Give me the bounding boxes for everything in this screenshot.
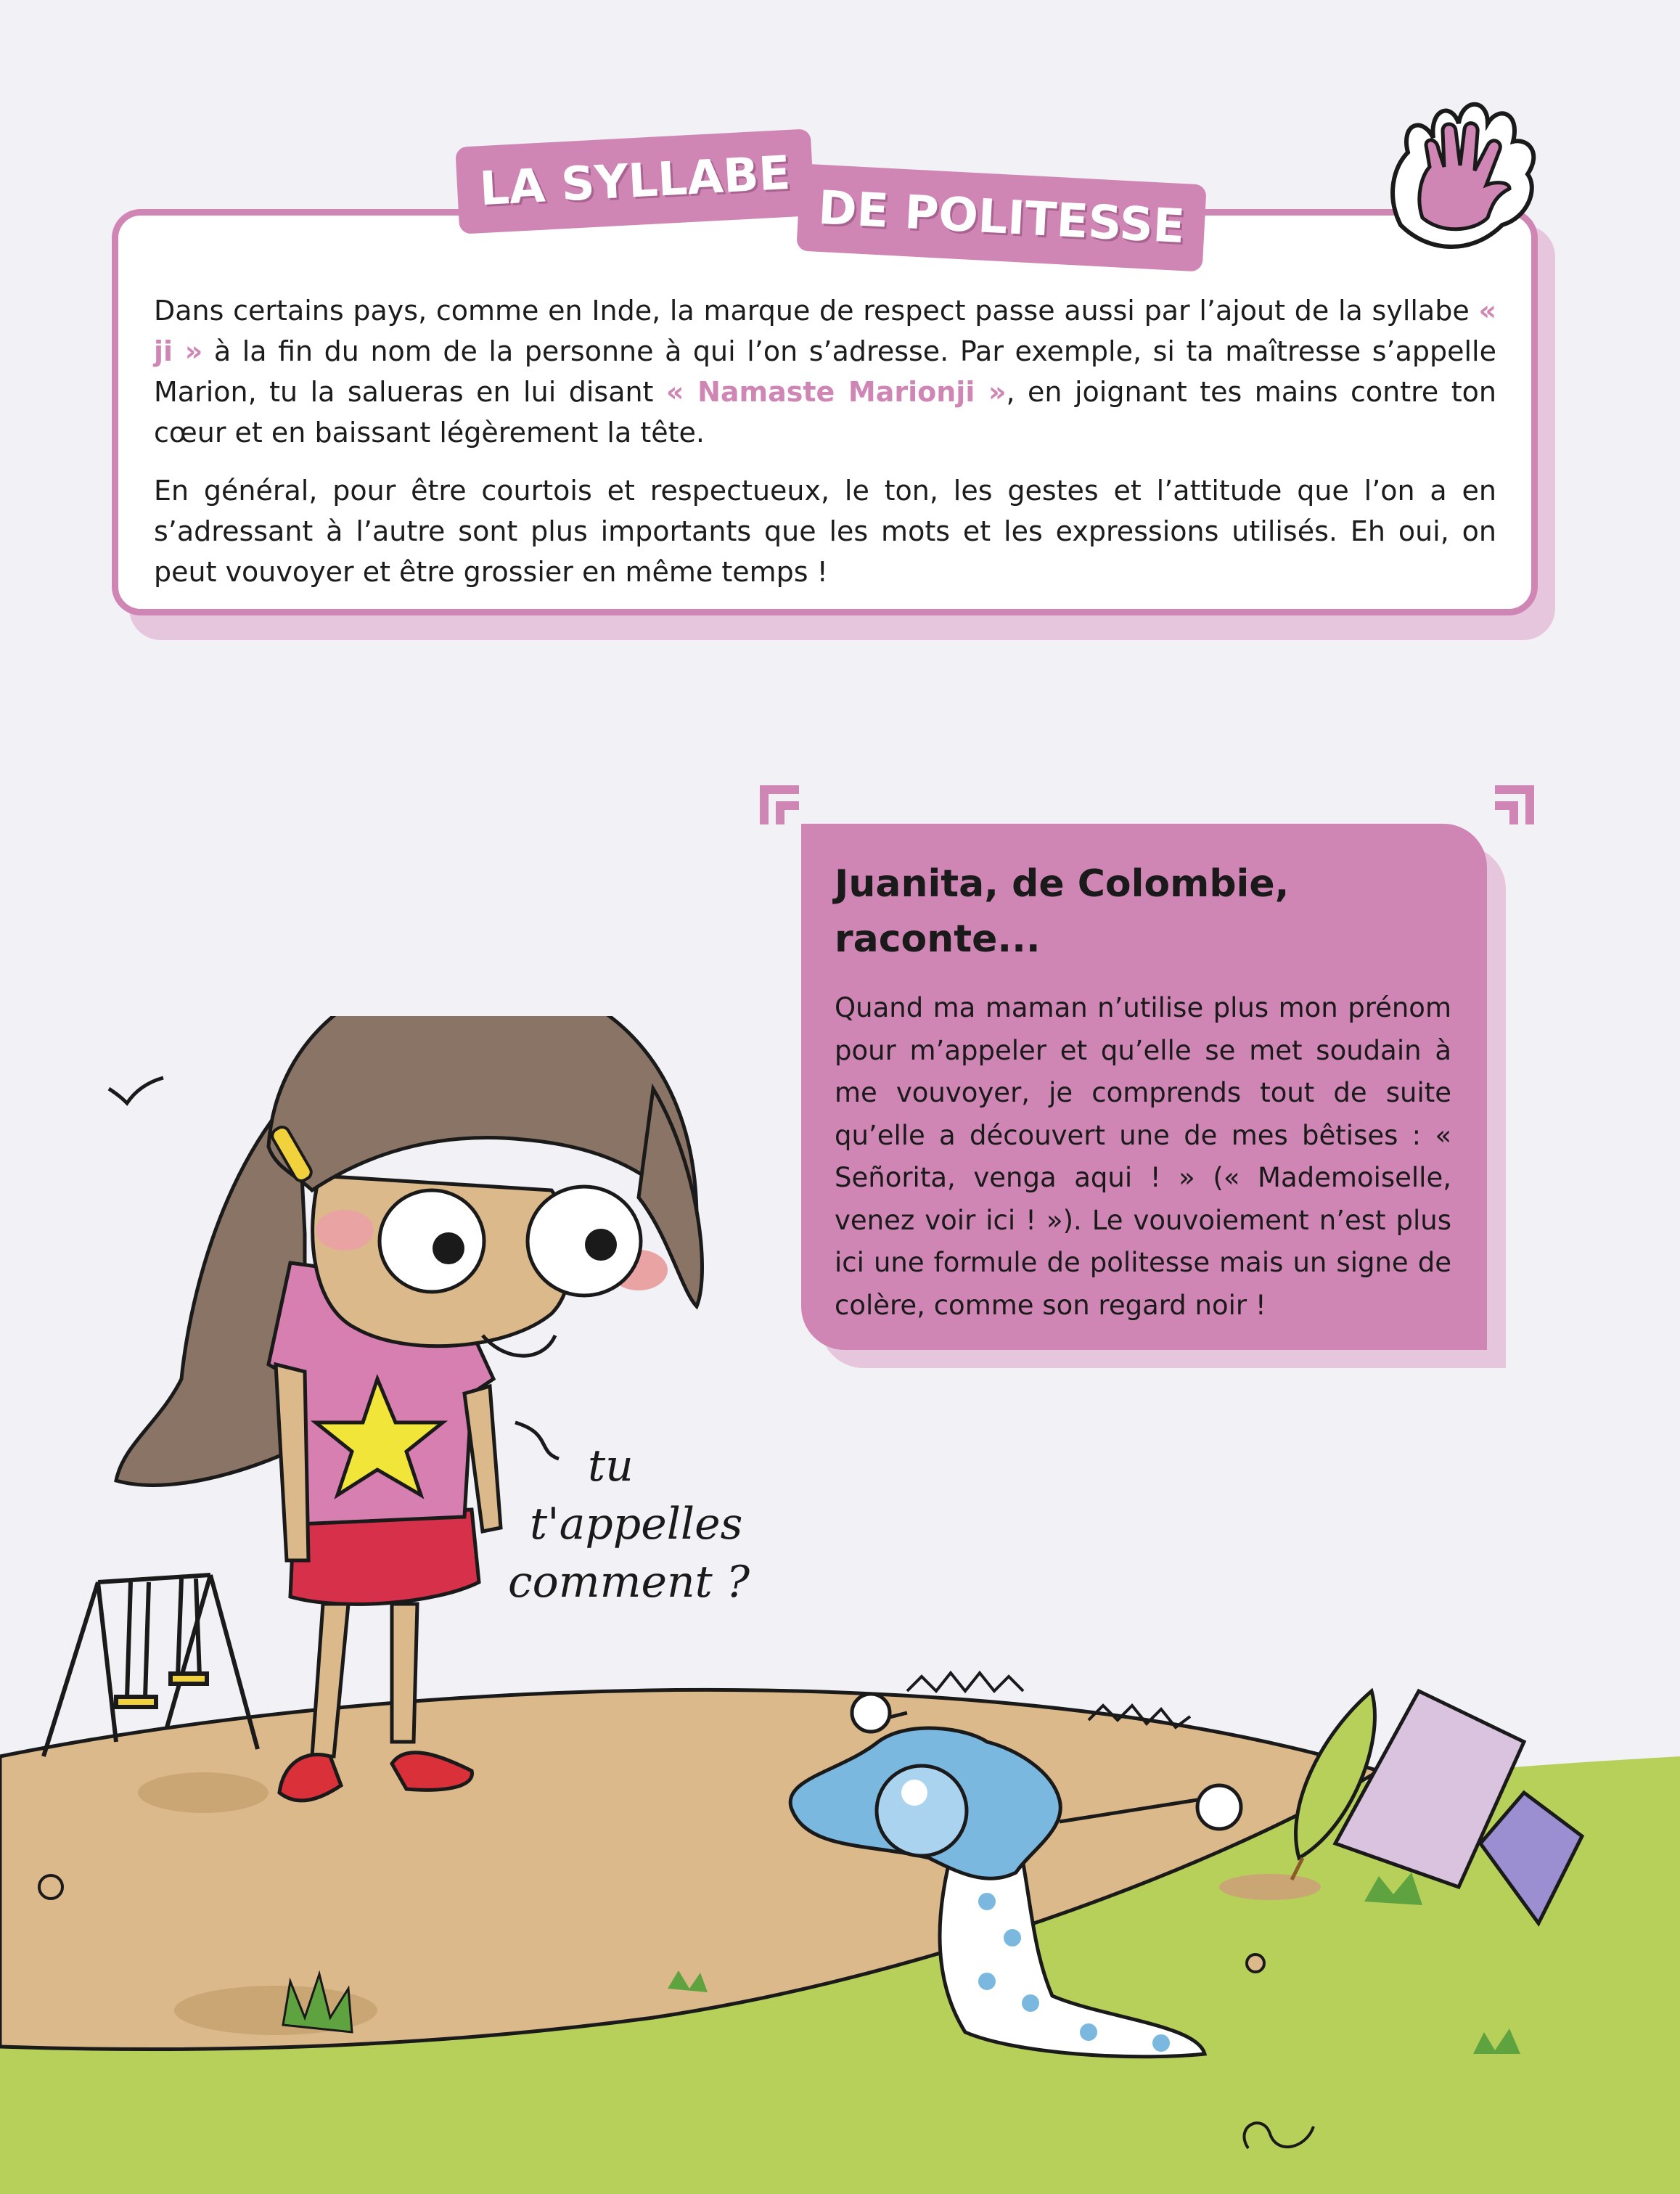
speech-line-2: t'appelles <box>530 1499 743 1550</box>
testimony-text: Quand ma maman n’utilise plus mon prénom pour m’appeler et qu’elle se met soudain à me vouvoyer, je comprends tout de suite qu’elle a découvert une de mes bêtises : « Señorita, venga aqui ! » (« Mademoiselle, venez voir ici ! »). Le vouvoiement n’est plus ici une formule de politesse mais un signe de colère, comme son regard noir ! <box>835 992 1451 1321</box>
speech-line-1: tu <box>588 1441 634 1491</box>
box-text <box>154 290 1496 610</box>
box-title-part2: DE POLITESSE <box>796 163 1207 271</box>
quote-bracket-icon <box>758 784 805 830</box>
p1-text-after: , en joignant tes mains contre ton cœur et en baissant légèrement la tête. <box>154 376 1496 449</box>
speech-bubble-text <box>508 1437 784 1611</box>
speech-line-3: comment ? <box>508 1557 750 1608</box>
p1-highlight-ji: « ji » <box>154 295 1496 367</box>
p1-text-before: Dans certains pays, comme en Inde, la marque de respect passe aussi par l’ajout de la syllabe <box>154 295 1479 327</box>
hand-icon <box>1372 80 1560 269</box>
p1-text-middle: à la fin du nom de la personne à qui l’on s’adresse. Par exemple, si ta maîtresse s’appelle Marion, tu la salueras en lui disant <box>154 335 1496 408</box>
bird-icon <box>109 1078 163 1103</box>
playground-illustration <box>0 1016 1680 2194</box>
testimony-title-line1: Juanita, de Colombie, <box>835 862 1290 906</box>
box-paragraph-2: En général, pour être courtois et respectueux, le ton, les gestes et l’attitude que l’on a en s’adressant à l’autre sont plus importants que les mots et les expressions utilisés. Eh oui, on peut vouvoyer et être grossier en même temps ! <box>154 475 1496 588</box>
p1-highlight-namaste: « Namaste Marionji » <box>665 376 1007 408</box>
quote-bracket-icon <box>1489 784 1536 830</box>
box-paragraph-1 <box>154 290 1496 453</box>
testimony-title-line2: raconte... <box>835 917 1041 961</box>
testimony-title <box>835 856 1444 967</box>
box-title-part1: LA SYLLABE <box>455 128 815 234</box>
